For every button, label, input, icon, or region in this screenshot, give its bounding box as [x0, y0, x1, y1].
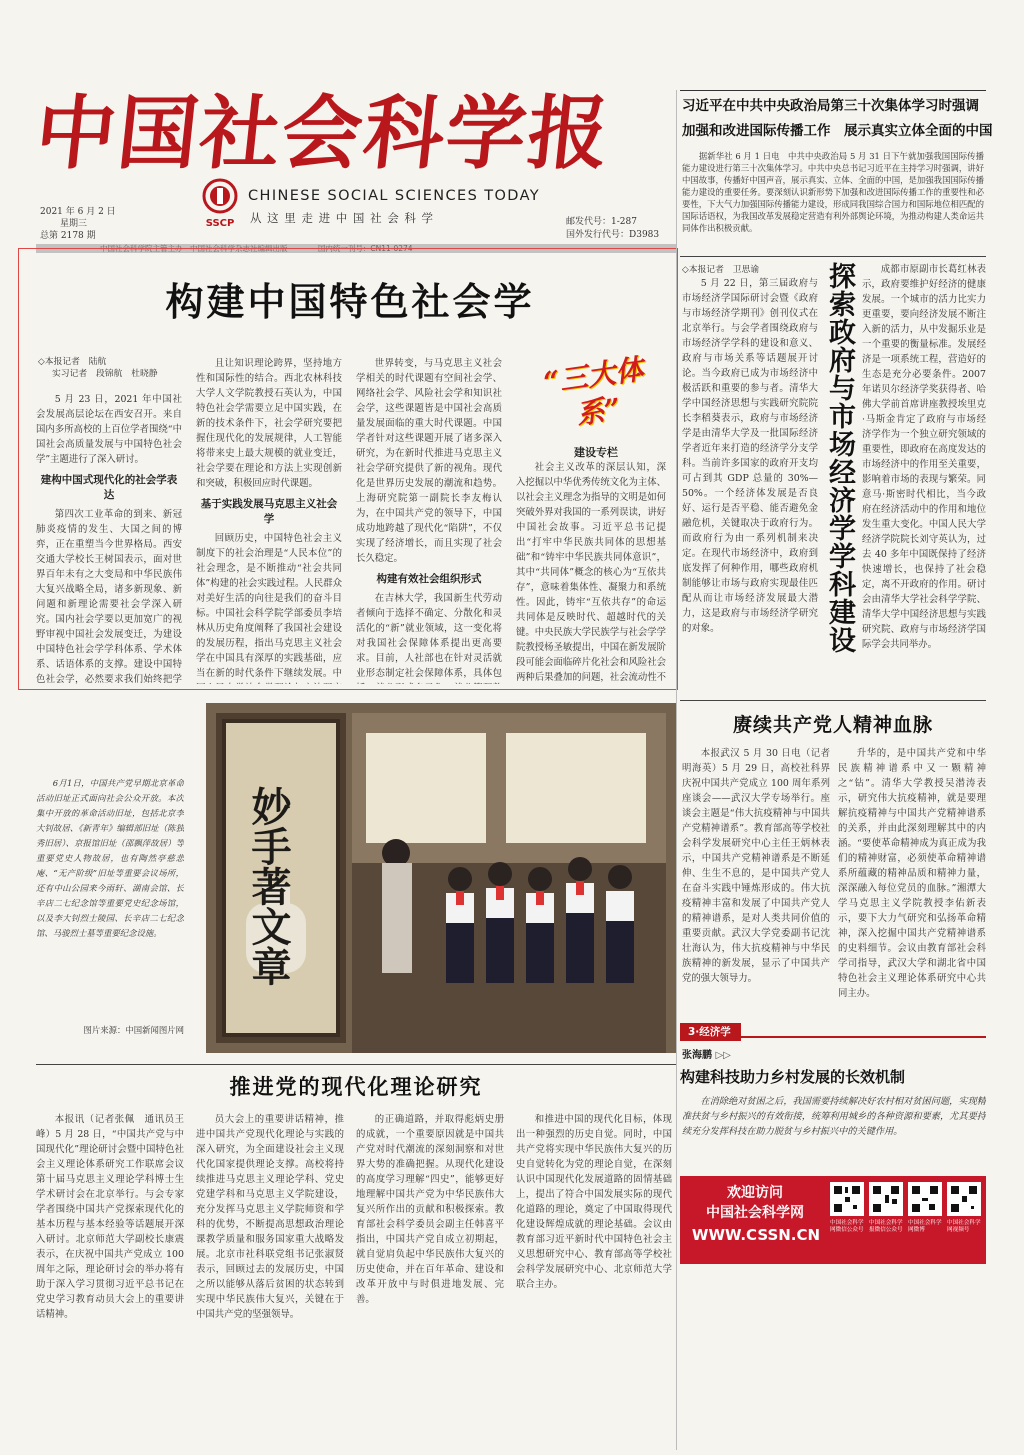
lead-col2-body: 且让知识理论跨界，坚持地方性和国际性的结合。西北农林科技大学人文学院教授石英认为，中国特色社会学需要立足中国实践，在新的技术条件下，社会学研究要把握住现代化的发展规律，人工智能将带来史上最大规模的就业变迁，社会学要在理论和方法上实现创新和突破，积极回应时代课题。 [196, 358, 342, 489]
english-name: CHINESE SOCIAL SCIENCES TODAY [248, 188, 541, 204]
right-column-2 [862, 262, 986, 686]
bottom-col3-body: 的正确道路，并取得彪炳史册的成就，一个重要原因就是中国共产党对时代潮流的深刻洞察和对世界大势的准确把握。从现代化建设的高度学习理解“四史”，能够更好地理解中国共产党为中华民族伟大复兴所作出的贡献和积极探索。教育部社会科学委员会副主任韩喜平指出，中国共产党自成立初期起，就自觉肩负起中华民族伟大复兴的历史使命，并在百年革命、建设和改革开放中与时俱进地发展、完善。 [356, 1114, 504, 1305]
photo-calligraphy: 妙手著文章 [245, 786, 292, 986]
spirit-headline: 赓续共产党人精神血脉 [732, 714, 933, 736]
top-news-body: 据新华社 6 月 1 日电 中共中央政治局 5 月 31 日下午就加强我国国际传播能力建设进行第三十次集体学习。中共中央总书记习近平在主持学习时强调，讲好中国故事，传播好中国声音，展示真实、立体、全面的中国，是加强我国国际传播能力建设的重要任务。要深刻认识新形势下加强和改进国际传播工作的重要性和必要性，下大气力加强国际传播能力建设，形成同我国综合国力和国际地位相匹配的国际话语权，为我国改革发展稳定营造有利外部舆论环境，为推动构建人类命运共同体作出积极贡献。 [682, 151, 984, 233]
right-headline: 探索政府与市场经济学学科建设 [824, 262, 855, 654]
qr-caption: 中国社会科学网微博 [908, 1220, 942, 1233]
top-news-headline-2: 加强和改进国际传播工作 展示真实立体全面的中国 [682, 123, 993, 139]
lead-byline-interns: 实习记者 段锦航 杜晓静 [52, 369, 158, 379]
bottom-column-4 [516, 1112, 672, 1442]
bottom-col2-body: 员大会上的重要讲话精神，推进中国共产党现代化理论与实践的深入研究，为全面建设社会主义现代化国家提供理论支撑。高校将持续推进马克思主义理论学科、党史党建学科和马克思主义学院建设，充分发挥马克思主义学院师资和学科的优势，不断提高思想政治理论课教学质量和服务国家重大战略发展。北京市社科联党组书记张淑贤表示，回顾过去的发展历史，中国之所以能够从落后贫困的状态转到实现中华民族伟大复兴，关键在于中国共产党的坚强领导。 [196, 1114, 344, 1320]
lead-subhead-2: 基于实践发展马克思主义社会学 [200, 498, 338, 525]
lead-col3-body: 世界转变，与马克思主义社会学相关的时代课题有空间社会学、网络社会学、风险社会学和知识社会学，这些课题皆是中国社会高质量发展面临的重大时代课题。中国学者针对这些课题开展了诸多深入研究，为在新时代推进马克思主义社会学研究提供了新的视角。现代化是世界历史发展的潮流和趋势。上海研究院第一副院长李友梅认为，在中国共产党的领导下，中国成功地跨越了现代化“陷阱”，不仅实现了经济增长，而且实现了社会长久稳定。 [356, 358, 502, 564]
lead-headline: 构建中国特色社会学 [165, 280, 535, 324]
lead-byline-reporter: ◇本报记者 陆航 [38, 357, 107, 367]
spirit-column-2 [838, 746, 986, 1012]
issue-number: 总第 2178 期 [40, 231, 96, 241]
foreign-code: 国外发行代号：D3983 [566, 230, 660, 240]
three-systems-badge [534, 352, 658, 459]
economics-summary: 在消除绝对贫困之后，我国需要持续解决好农村相对贫困问题，实现精准扶贫与乡村振兴的有效衔接，统筹利用城乡的各种资源和要素，尤其要持续充分发挥科技在助力脱贫与乡村振兴中的关键作用。 [682, 1096, 986, 1137]
right-column-1 [682, 276, 818, 686]
qr-caption: 中国社会科学网微信公众号 [830, 1220, 864, 1233]
bottom-col1-body: 本报讯（记者张佩 通讯员王峰）5 月 28 日，“中国共产党与中国现代化”理论研讨会暨中国特色社会主义理论体系研究工作联席会议第十届马克思主义理论学科博士生学术研讨会在北京举行。与会专家学者围绕中国共产党探索现代化的基本历程与基本经验等话题展开深入研讨。北京师范大学副校长康震表示，在庆祝中国共产党成立 100 周年之际，理论研讨会的举办将有助于深入学习贯彻习近平总书记在党史学习教育动员大会上的重要讲话精神。 [36, 1114, 184, 1320]
qr-code[interactable] [908, 1182, 942, 1216]
right-col2-body: 成都市原副市长葛红林表示，政府要维护好经济的健康发展。一个城市的活力比实力更重要，要向经济发展不断注入新的活力，从中发掘乐业是一个重要的衡量标准。发展经济是一项系统工程，营造好的生态是充分必要条件。2007 年诺贝尔经济学奖获得者、哈佛大学前首席讲座教授埃里克·马斯金肯定了政府与市场经济学作为一个独立研究领域的重要性，即政府在高度发达的市场经济中的作用至关重要，影响着市场的表现与繁荣。同意马·斯密时代相比，当今政府在经济活动中的作用和地位发生重大变化。中国人民大学经济学院院长刘守英认为，过去 40 多年中国既保持了经济快速增长，也保持了社会稳定，离不开政府的作用。研讨会由清华大学社会科学学院、清华大学中国经济思想与实践研究院、政府与市场经济学国际学会共同举办。 [862, 264, 986, 650]
cn-number: 国内统一刊号：CN11-0274 [317, 244, 413, 253]
economics-author-arrows: ▷▷ [715, 1050, 731, 1061]
badge-title: “三大体系” [541, 352, 646, 431]
masthead-title: 中国社会科学报 [31, 86, 616, 180]
photo-credit: 图片来源：中国新闻图片网 [83, 1025, 184, 1035]
qr-caption: 中国社会科学网视频号 [947, 1220, 981, 1233]
lead-col2b-body: 回顾历史，中国特色社会主义制度下的社会治理是“人民本位”的社会理念，是不断推动“社会共同体”构建的社会实践过程。人民群众对美好生活的向往是我们的奋斗目标。中国社会科学院学部委员李培林从历史角度阐释了我国社会建设的发展历程，指出马克思主义社会学在中国具有深厚的实践基础，应当在新的时代条件下继续发展。中 [196, 533, 342, 679]
lead-byline [38, 356, 208, 380]
lead-col4-body: 社会主义改革的深层认知，深入挖掘以中华优秀传统文化为主体、以社会主义理念为指导的文明是如何突破外界对我国的一系列误读，讲好中国社会故事。习近平总书记提出“打牢中华民族共同体的思想基础”和“铸牢中华民族共同体意识”，其中“共同体”概念的核心为“互依共存”，意味着集体性、凝聚力和系统性。因此，铸牢“互依共存”的命运共同体是反映时代、超越时代的关键。中央民族大学民族学与社会学学院教授杨圣敏提出，中国在新发展阶段可能会面临碎片化社会和风险社会两种后果叠加的问题，社会流动性不 [516, 462, 666, 683]
lead-subhead-3: 构建有效社会组织形式 [376, 573, 482, 585]
spirit-col2-body: 升华的，是中国共产党和中华民族精神谱系中又一颗精神之“钻”。清华大学教授吴潜涛表示，研究伟大抗疫精神，就是要理解抗疫精神与中国共产党精神谱系的关系，并由此深刻理解其中的内涵。“要使革命精神成为真正成为我们的精神财富，必须使革命精神谱系所蕴藏的精神品质和精神力量，深深融入每位党员的血脉。”湘潭大学马克思主义学院教授李佑新表示，要下大力气研究和弘扬革命精神，深入挖掘中国共产党精神谱系的史料细节。会议由教育部社会科学司指导，武汉大学和湖北省中国特色社会主义理论体系研究中心共同主办。 [838, 748, 986, 999]
bottom-column-2 [196, 1112, 344, 1442]
lead-subhead-1: 建构中国式现代化的社会学表达 [40, 474, 178, 501]
economics-headline: 构建科技助力乡村发展的长效机制 [680, 1068, 906, 1086]
lead-intro: 5 月 23 日，2021 年中国社会发展高层论坛在西安召开。来自国内多所高校的上百位学者围绕“中国社会高质量发展与中国特色社会学”主题进行了深入研讨。 [36, 394, 182, 465]
lead-col1-body: 第四次工业革命的到来、新冠肺炎疫情的发生、大国之间的博弈，正在重塑当今世界格局。西安交通大学校长王树国表示，面对世界百年未有之大变局和中华民族伟大复兴战略全局，诸多新现象、新问题和新理论需要社会学深入研究。国内社会学要以更加宽广的视野审视中国社会发展变迁，为建设中国特色社会学学科体系、学术体系、话语体系的支撑。建设中国特色社会学，必然要求我们始终把学 [36, 509, 182, 684]
bottom-col4-body: 和推进中国的现代化目标，体现出一种强烈的历史自觉。同时，中国共产党将实现中华民族伟大复兴的历史自觉转化为党的理论自觉，在深刻认识中国现代化发展道路的固情基础上，提出了符合中国发展实际的现代化道路的理论，奠定了中国取得现代化建设辉煌成就的理论基础。会议由教育部习近平新时代中国特色社会主义思想研究中心、教育部高等学校社会科学发展研究中心、北京师范大学联合主办。 [516, 1114, 672, 1290]
lead-column-4 [516, 460, 666, 684]
sscp-logo-text: SSCP [205, 218, 235, 229]
sponsor-strip-text: 中国社会科学院主管主办 中国社会科学杂志社编辑出版 [100, 244, 288, 253]
bottom-column-1 [36, 1112, 184, 1442]
photo-caption: 6月1日，中国共产党早期北京革命活动旧址正式面向社会公众开放。本次集中开放的革命活动旧址，包括北京李大钊故居、《新青年》编辑部旧址（陈独秀旧居）、京报馆旧址（邵飘萍故居）等重要党史人物故居，也有陶然亭慈悲庵、“无产阶级”旧址等重要会议场所，还有中山公园来今雨轩、湖南会馆、长辛店二七纪念馆等重要党史纪念场馆，以及李大钊烈士陵园、长辛店二七纪念馆、马骏烈士墓等重要纪念设施。 [36, 778, 184, 938]
bottom-column-3 [356, 1112, 504, 1442]
right-col1-body: 5 月 22 日，第三届政府与市场经济学国际研讨会暨《政府与市场经济学期刊》创刊仪式在北京举行。与会学者围绕政府与市场经济学学科的建设和意义、政府与市场关系等话题展开讨论。当今政府已成为市场经济中极活跃和重要的参与者。清华大学中国经济思想与实践研究院院长李稻葵表示，政府与市场经济学是由清华大学及一批国际经济学者近年来打造的经济学分支学科。当前许多国家的政府开支均可占到其 GDP 总量的 30%—50%。一个经济体发展是否良好、运行是否平稳、能否避免金融危机，关键取决于政府行为。而政府行为由一系列机制来决定。在现代市场经济中，政府到底发挥了何种作用，哪些政府机制能够让市场与政府实现最佳匹配从而让市场经济发展最大潜力，这是政府与市场经济学研究的对象。 [682, 278, 818, 634]
economics-author-name: 张海鹏 [682, 1050, 712, 1061]
ad-site-name: 中国社会科学网 [706, 1205, 804, 1221]
lead-col3b-body: 在吉林大学，我国新生代劳动者倾向于选择不确定、分散化和灵活化的“新”就业领域，这一变化将对我国社会保障体系提出更高要求。目前，人社部也在针对灵活就业形态制定社会保障体系，具体包 [356, 593, 502, 679]
qr-code[interactable] [830, 1182, 864, 1216]
qr-code[interactable] [869, 1182, 903, 1216]
ad-welcome: 欢迎访问 [727, 1185, 783, 1201]
spirit-column-1 [682, 746, 830, 1012]
ad-url[interactable]: WWW.CSSN.CN [691, 1226, 821, 1244]
badge-subtitle: 建设专栏 [574, 446, 618, 459]
qr-code[interactable] [947, 1182, 981, 1216]
issue-weekday: 星期三 [60, 219, 88, 229]
economics-section-label: 3·经济学 [680, 1023, 741, 1041]
right-byline: ◇本报记者 卫思谕 [682, 265, 760, 275]
lead-column-3 [356, 356, 502, 684]
top-news-headline-1: 习近平在中共中央政治局第三十次集体学习时强调 [682, 98, 979, 114]
economics-author [682, 1046, 731, 1061]
postal-code: 邮发代号：1-287 [566, 217, 637, 227]
slogan: 从 这 里 走 进 中 国 社 会 科 学 [250, 211, 435, 225]
cssn-ad-banner[interactable] [680, 1176, 986, 1264]
bottom-headline: 推进党的现代化理论研究 [229, 1075, 483, 1099]
qr-caption: 中国社会科学报微信公众号 [869, 1220, 903, 1233]
lead-column-2 [196, 356, 342, 684]
spirit-col1-body: 本报武汉 5 月 30 日电（记者明海英）5 月 29 日，高校社科界庆祝中国共产党成立 100 周年系列座谈会——武汉大学专场举行。座谈会主题是“伟大抗疫精神与中国共产党精神谱系”。教育部高等学校社会科学发展研究中心主任王炳林表示，中国共产党精神谱系是不断延伸、生生不息的，是中国共产党人在奋斗实践中锤炼形成的。伟大抗疫精神丰富和发展了中国共产党人的精神谱系，是对人类共同价值的重要贡献。武汉大学党委副书记沈壮海认为，伟大抗疫精神与中华民族精神的新发展，显示了中国共产党的强大领导力。 [682, 748, 830, 984]
economics-section-tab [680, 1020, 986, 1038]
qr-code-group [830, 1182, 982, 1258]
issue-date: 2021 年 6 月 2 日 [40, 207, 116, 217]
lead-column-1 [36, 392, 182, 684]
